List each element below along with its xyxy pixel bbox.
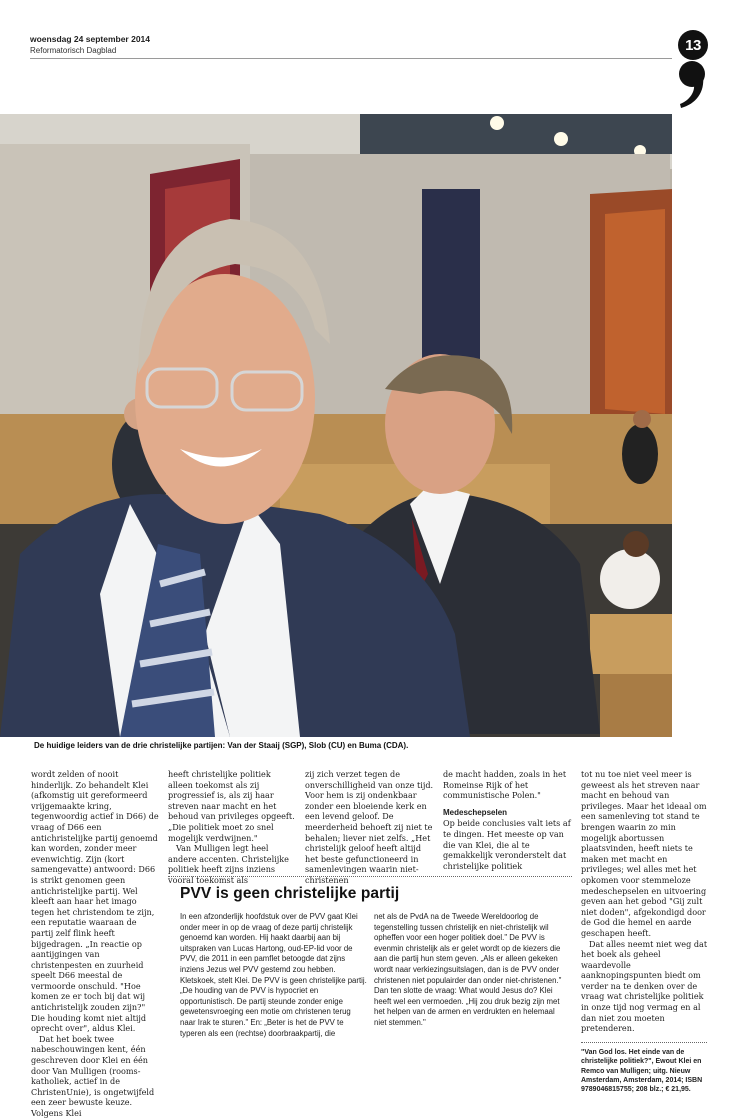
photo-caption: De huidige leiders van de drie christelijke partijen: Van der Staaij (SGP), Slob (CU) en Buma (CDA). [34, 741, 409, 750]
inset-text-left: In een afzonderlijk hoofdstuk over de PVV gaat Klei onder meer in op de vraag of deze partij christelijk genoemd kan worden. Hij haakt daarbij aan bij uitspraken van Lucas Hartong, oud-EP-lid voor de PVV, die 2011 in een pamflet betoogde dat zijns inziens Jezus wel PVV gestemd zou hebben. Kletskoek, stelt Klei. De PVV is geen christelijke partij. „De houding van de PVV is hypocriet en opportunistisch. De partij steunde zonder enige gewetensvroeging een motie om christenen terug naar Irak te sturen." En: „Beter is het de PVV te typeren als een (rechtse) doorbraakpartij, die [180, 912, 367, 1038]
inset-text-right: net als de PvdA na de Tweede Wereldoorlog de tegenstelling tussen christelijk en niet-christelijk wil opheffen voor een hoger politiek doel." De PVV is evenmin christelijk als er gelet wordt op de kiezers die aan die partij hun stem geven. „Als er alleen gekeken wordt naar verkiezingsuitslagen, dan is de PVV onder christenen niet populairder dan onder niet-christenen." Dan ten slotte de vraag: What would Jesus do? Klei heeft wel een vermoeden. „Hij zou druk bezig zijn met het helpen van de armen en verdrukten en helemaal niet stemmen." [374, 912, 562, 1027]
paragraph: zij zich verzet tegen de onverschilligheid van onze tijd. Voor hem is zij ondenkbaar zonder een bloeiende kerk en een levend geloof. De meerderheid behoeft zij niet te behalen; liever niet zelfs. „Het christelijk geloof heeft altijd het beste gefunctioneerd in samenlevingen waarin niet-christenen [305, 769, 434, 885]
book-info-divider [581, 1042, 707, 1043]
paragraph: tot nu toe niet veel meer is geweest als het streven naar macht en behoud van privileges. Maar het ideaal om een samenleving tot stand te brengen waarin zo min mogelijk abortussen plaatsvinden, heeft niets te maken met macht en privileges; wel alles met het opkomen voor stemmeloze medeschepselen en uitvoering geven aan het gebod "Gij zult niet doden", afgekondigd door de God die hemel en aarde geschapen heeft. [581, 769, 707, 938]
article-photo [0, 114, 672, 737]
comma-logo-icon [676, 58, 708, 110]
section-subheading: Medeschepselen [443, 807, 508, 817]
text-column-3 [305, 769, 435, 886]
text-column-1 [31, 769, 160, 1119]
paragraph: de macht hadden, zoals in het Romeinse Rijk of het communistische Polen." [443, 769, 567, 801]
inset-title: PVV is geen christelijke partij [180, 885, 400, 902]
parliament-photo-illustration [0, 114, 672, 737]
text-column-2 [168, 769, 298, 886]
paragraph: Van Mulligen legt heel andere accenten. Christelijke politiek heeft zijns inziens vooral toekomst als [168, 843, 289, 885]
page-number-badge: 13 [678, 30, 708, 60]
paragraph: Op beide conclusies valt iets af te dingen. Het meeste op van die van Klei, die al te gemakkelijk veronderstelt dat christelijke politiek [443, 818, 571, 871]
page-header [30, 34, 672, 60]
text-column-5 [581, 769, 709, 1095]
inset-divider [168, 876, 572, 877]
paragraph: heeft christelijke politiek alleen toekomst als zij progressief is, als zij haar streven naar macht en het behoud van privileges opgeeft. „Die politiek moet zo snel mogelijk verdwijnen." [168, 769, 295, 843]
newspaper-name: Reformatorisch Dagblad [30, 46, 117, 55]
paragraph: Dat alles neemt niet weg dat het boek als geheel waardevolle aanknopingspunten biedt om verder na te denken over de vraag wat christelijke politiek in onze tijd nog vermag en al dan niet zou moeten pretenderen. [581, 938, 708, 1034]
paragraph: wordt zelden of nooit hinderlijk. Zo behandelt Klei (afkomstig uit gereformeerd vrijgemaakte kring, tegenwoordig actief in D66) de vraag of D66 een antichristelijke partij genoemd kan worden, zonder meer evenwichtig. Zijn (kort samengevatte) antwoord: D66 is strikt genomen geen antichristelijke partij. Wel kleeft aan haar het imago tegen het christendom te zijn, een reputatie waaraan de partij zelf flink heeft bijgedragen. „In reactie op aantijgingen van christenpesten en zuurheid speelt D66 meestal de vermoorde onschuld. "Hoe komen ze er toch bij dat wij antichristelijk zouden zijn?" Die houding komt niet altijd oprecht over", aldus Klei. [31, 769, 159, 1034]
inset-box [168, 876, 572, 1046]
book-info: "Van God los. Het einde van de christelijke politiek?", Ewout Klei en Remco van Mulligen; uitg. Nieuw Amsterdam, Amsterdam, 2014; ISBN 9789046815755; 208 blz.; € 21,95. [581, 1048, 703, 1094]
text-column-4 [443, 769, 573, 871]
paragraph: Dat het boek twee nabeschouwingen kent, één geschreven door Klei en één door Van Mulligen (rooms-katholiek, actief in de ChristenUnie), is ongetwijfeld een zeer bewuste keuze. Volgens Klei [31, 1033, 155, 1118]
issue-date: woensdag 24 september 2014 [30, 34, 151, 44]
header-divider [30, 58, 672, 59]
